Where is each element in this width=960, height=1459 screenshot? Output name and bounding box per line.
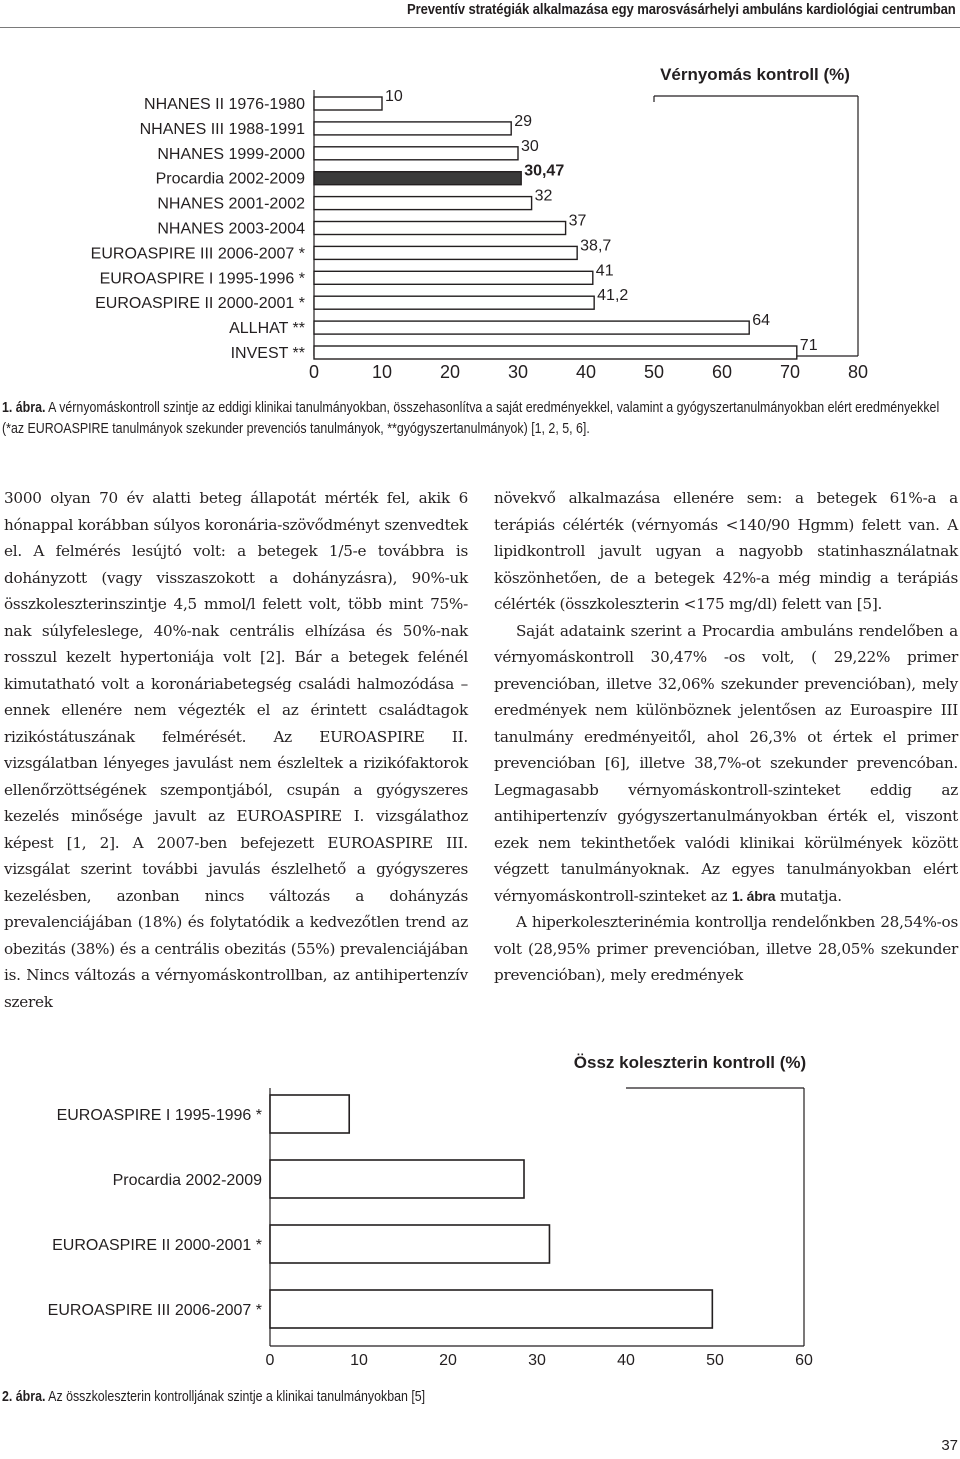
chart1-bar xyxy=(314,122,511,135)
chart1-x-tick-label: 0 xyxy=(308,362,320,382)
chart1-category-label: NHANES 2003-2004 xyxy=(157,220,305,238)
chart2-category-label: Procardia 2002-2009 xyxy=(112,1172,262,1189)
chart1-bar xyxy=(314,346,797,359)
chart1-value-label: 38,7 xyxy=(580,237,612,255)
chart1-category-label: ALLHAT ** xyxy=(229,320,305,338)
chart1-value-label: 30 xyxy=(521,137,539,155)
chart2-category-label: EUROASPIRE I 1995-1996 * xyxy=(56,1107,262,1124)
figure-reference: 1. ábra xyxy=(731,887,776,904)
figure2-text: Az összkoleszterin kontrolljának szintje a klinikai tanulmányokban [5] xyxy=(45,1389,426,1405)
chart1-value-label: 41 xyxy=(595,262,614,280)
chart1-bar xyxy=(314,271,593,284)
chart2-bar xyxy=(270,1160,524,1198)
chart1-value-label: 29 xyxy=(514,112,532,130)
chart1-x-tick-label: 80 xyxy=(847,362,869,382)
chart1-category-label: Procardia 2002-2009 xyxy=(155,170,305,188)
chart1-x-tick-label: 70 xyxy=(779,362,801,382)
chart1-title: Vérnyomás kontroll (%) xyxy=(660,65,850,84)
chart2-bar xyxy=(270,1225,549,1263)
figure1-label: 1. ábra. xyxy=(2,400,46,416)
cholesterol-control-chart xyxy=(0,1040,960,1400)
left-paragraph: 3000 olyan 70 év alatti beteg állapotát mérték fel, akik 6 hónappal korábban súlyos koronária-szövődményt szenvedtek el. A felmérés lesújtó volt: a betegek 1/5-e továbbra is dohányzott (vagy visszaszokott a dohányzásra), 90%-uk összkoleszterinszintje 4,5 mmol/l felett volt, több mint 75%-nak súlyfeleslege, 40%-nak centrális elhízása és 50%-nak rosszul kezelt hypertoniája volt [2]. Bár a betegek felénél kimutatható volt a koronáriabetegség családi halmozódása – ennek ellenére nem végezték el az érintett családtagok rizikóstátuszának felmérését. Az EUROASPIRE II. vizsgálatban lényeges javulást nem észleltek a rizikófaktorok ellenőrzöttségének szempontjából, csupán a gyógyszeres kezelés minősége javult az EUROASPIRE I. vizsgálathoz képest [1, 2]. A 2007-ben befejezett EUROASPIRE III. vizsgálat szerint további javulás észlelhető a gyógyszeres kezelésben, azonban nincs változás a dohányzás prevalenciájában (18%) és folytatódik a kedvezőtlen trend az obezitás (38%) és a centrális obezitás (55%) prevalenciájában is. Nincs változás a vérnyomáskontrollban, az antihipertenzív szerek xyxy=(4,489,468,1011)
chart1-bar xyxy=(314,321,749,334)
chart1-value-label: 30,47 xyxy=(524,162,565,180)
chart1-bar xyxy=(314,222,566,235)
chart1-value-label: 64 xyxy=(752,312,770,330)
chart1-bar xyxy=(314,147,518,160)
figure1-caption xyxy=(2,398,960,440)
chart1-x-tick-label: 40 xyxy=(575,362,597,382)
running-head: Preventív stratégiák alkalmazása egy marosvásárhelyi ambuláns kardiológiai centrumban xyxy=(407,2,956,18)
chart2-title: Össz koleszterin kontroll (%) xyxy=(573,1053,807,1072)
chart1-bar xyxy=(314,97,382,110)
page-number: 37 xyxy=(941,1437,958,1454)
chart1-x-tick-label: 20 xyxy=(439,362,461,382)
chart2-x-tick-label: 30 xyxy=(528,1352,546,1369)
figure2-label: 2. ábra. xyxy=(2,1389,46,1405)
body-right-column xyxy=(494,485,958,989)
chart1-category-label: NHANES III 1988-1991 xyxy=(139,120,305,138)
body-left-column xyxy=(4,485,468,1015)
figure2-caption xyxy=(2,1387,601,1408)
chart1-value-label: 37 xyxy=(568,212,587,230)
chart2-bar xyxy=(270,1095,349,1133)
right-paragraph-2-text: Saját adataink szerint a Procardia ambuláns rendelőben a vérnyomáskontroll 30,47% -os volt, ( 29,22% primer prevencióban, illetve 32,06% szekunder prevencióban), mely eredmények nem különböznek jelentősen az Euroaspire III tanulmány eredményeitől, ahol 26,3% ot értek el primer prevencióban [6], illetve 38,7%-ot szekunder prevencóban. Legmagasabb vérnyomáskontroll-szinteket eddig az antihipertenzív gyógyszertanulmányokban érték el, viszont ezek nem tekinthetőek valódi klinikai körülmények között végzett tanulmányoknak. Az egyes tanulmányokban elért vérnyomáskontroll-szinteket az xyxy=(494,621,958,905)
chart2-x-tick-label: 50 xyxy=(706,1352,724,1369)
right-paragraph-3: A hiperkoleszterinémia kontrollja rendelőnkben 28,54%-os volt (28,95% primer prevencióban, illetve 28,05% szekunder prevencióban), mely eredmények xyxy=(494,913,958,984)
chart2-x-tick-label: 40 xyxy=(617,1352,635,1369)
chart1-x-tick-label: 50 xyxy=(643,362,665,382)
chart1-category-label: EUROASPIRE II 2000-2001 * xyxy=(95,295,305,313)
chart2-category-label: EUROASPIRE III 2006-2007 * xyxy=(47,1302,262,1319)
chart1-category-label: EUROASPIRE III 2006-2007 * xyxy=(90,245,305,263)
chart1-bar xyxy=(314,296,594,309)
figure1-text: A vérnyomáskontroll szintje az eddigi klinikai tanulmányokban, összehasonlítva a saját eredményekkel, valamint a gyógyszertanulmányokban elért eredményekkel (*az EUROASPIRE tanulmányok szekunder prevenciós tanulmányok, **gyógyszertanulmányok) [1, 2, 5, 6]. xyxy=(2,400,940,437)
chart1-value-label: 10 xyxy=(385,88,403,105)
chart2-x-tick-label: 60 xyxy=(795,1352,813,1369)
right-paragraph-2 xyxy=(494,618,958,910)
chart2-bar xyxy=(270,1290,712,1328)
chart1-category-label: NHANES 1999-2000 xyxy=(157,145,305,163)
chart1-x-tick-label: 10 xyxy=(371,362,393,382)
chart1-category-label: NHANES II 1976-1980 xyxy=(144,96,305,113)
chart1-category-label: NHANES 2001-2002 xyxy=(157,195,305,213)
right-paragraph-1: növekvő alkalmazása ellenére sem: a betegek 61%-a a terápiás célérték (vérnyomás <140/90 Hgmm) felett van. A lipidkontroll javult ugyan a nagyobb statinhasználatnak köszönhetően, de a betegek 42%-a még mindig a terápiás célérték (összkoleszterin <175 mg/dl) felett van [5]. xyxy=(494,489,958,613)
chart1-x-tick-label: 60 xyxy=(711,362,733,382)
chart1-value-label: 71 xyxy=(799,337,818,354)
chart2-x-tick-label: 10 xyxy=(350,1352,368,1369)
chart1-value-label: 41,2 xyxy=(597,287,629,305)
chart1-category-label: INVEST ** xyxy=(230,345,305,362)
chart2-x-tick-label: 20 xyxy=(439,1352,457,1369)
right-paragraph-2-end: mutatja. xyxy=(775,886,842,905)
bp-control-chart xyxy=(0,0,960,392)
chart2-category-label: EUROASPIRE II 2000-2001 * xyxy=(52,1237,262,1254)
chart1-value-label: 32 xyxy=(534,187,553,205)
chart1-category-label: EUROASPIRE I 1995-1996 * xyxy=(99,270,305,288)
chart2-x-tick-label: 0 xyxy=(265,1352,275,1369)
chart1-bar xyxy=(314,197,532,210)
chart1-x-tick-label: 30 xyxy=(507,362,529,382)
chart1-bar xyxy=(314,246,577,259)
chart1-bar xyxy=(314,172,521,185)
